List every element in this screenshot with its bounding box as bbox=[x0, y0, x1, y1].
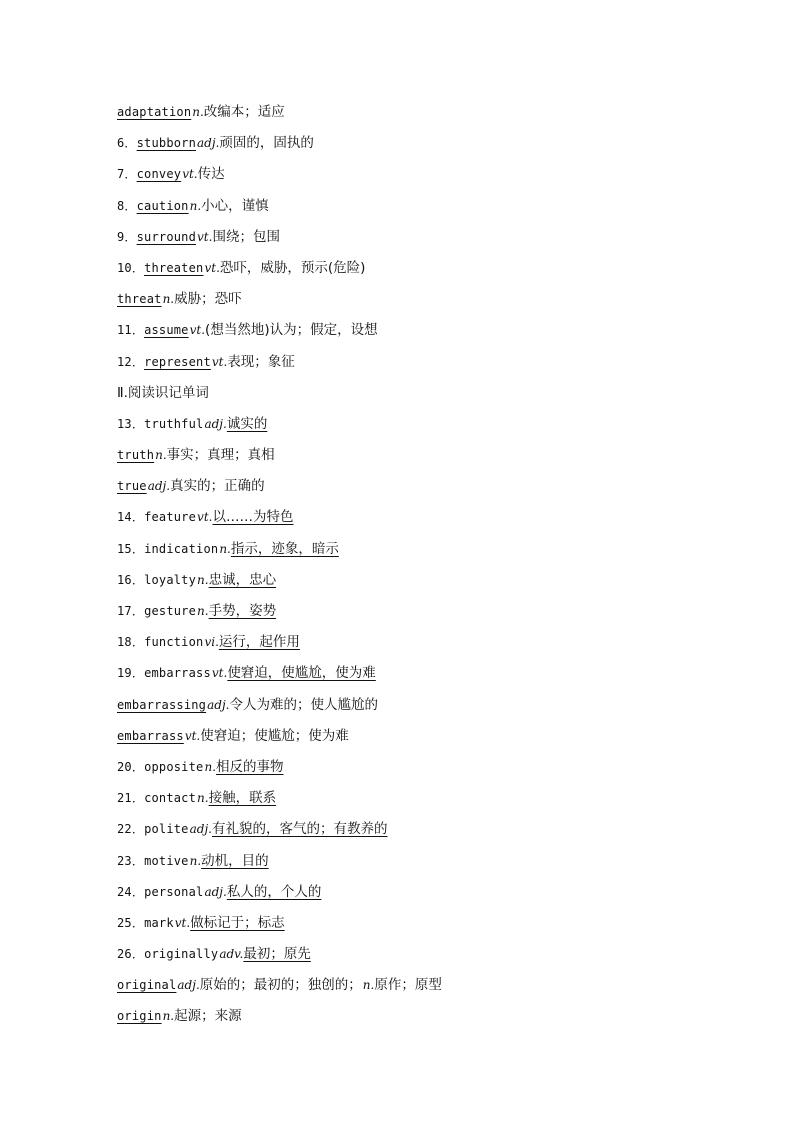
vocabulary-list bbox=[117, 102, 737, 1038]
entry-meaning: 事实；真理；真相 bbox=[166, 447, 275, 464]
entry-word: truthful bbox=[144, 416, 204, 431]
entry-part-of-speech: adj. bbox=[207, 697, 230, 712]
entry-meaning: 传达 bbox=[197, 166, 225, 183]
vocab-entry bbox=[117, 570, 737, 601]
entry-meaning: (想当然地)认为；假定，设想 bbox=[205, 322, 378, 339]
entry-word: embarrassing bbox=[117, 697, 207, 712]
entry-word: caution bbox=[136, 198, 189, 213]
vocab-entry bbox=[117, 414, 737, 445]
entry-number: 21． bbox=[117, 791, 145, 806]
entry-word: contact bbox=[144, 791, 197, 806]
vocab-entry bbox=[117, 975, 737, 1006]
entry-word: assume bbox=[144, 323, 189, 338]
vocab-entry bbox=[117, 757, 737, 788]
section-heading-text: Ⅱ.阅读识记单词 bbox=[117, 384, 209, 401]
entry-number: 17． bbox=[117, 604, 145, 618]
entry-number: 23． bbox=[117, 853, 145, 868]
entry-meaning: 起源；来源 bbox=[174, 1008, 242, 1025]
entry-number: 16． bbox=[117, 572, 145, 587]
entry-word: true bbox=[117, 479, 147, 494]
vocab-entry bbox=[117, 788, 737, 819]
entry-word: personal bbox=[144, 884, 204, 899]
entry-number: 15． bbox=[117, 541, 145, 556]
entry-part-of-speech: n. bbox=[189, 853, 202, 868]
entry-word: surround bbox=[136, 229, 197, 244]
vocab-entry bbox=[117, 944, 737, 975]
entry-word: originally bbox=[144, 947, 219, 962]
entry-part-of-speech: n. bbox=[197, 791, 209, 806]
entry-word: original bbox=[117, 978, 177, 993]
entry-part-of-speech: adj. bbox=[197, 136, 220, 151]
vocab-entry bbox=[117, 882, 737, 913]
entry-number: 13． bbox=[117, 416, 145, 431]
entry-number: 20． bbox=[117, 759, 145, 774]
entry-meaning: 诚实的 bbox=[226, 415, 268, 432]
vocab-entry bbox=[117, 851, 737, 882]
entry-word: indication bbox=[144, 541, 219, 556]
entry-part-of-speech: vt. bbox=[182, 167, 198, 182]
vocab-entry bbox=[117, 913, 737, 944]
vocab-entry bbox=[117, 258, 737, 289]
entry-meaning: 威胁；恐吓 bbox=[174, 291, 242, 308]
vocab-entry bbox=[117, 227, 737, 258]
vocab-entry bbox=[117, 476, 737, 507]
entry-meaning: 小心，谨慎 bbox=[201, 197, 269, 214]
entry-part-of-speech: adj. bbox=[189, 822, 212, 837]
entry-meaning: 真实的；正确的 bbox=[170, 478, 265, 495]
entry-part-of-speech: vt. bbox=[211, 666, 228, 681]
vocab-entry bbox=[117, 601, 737, 632]
entry-number: 12． bbox=[117, 354, 145, 369]
entry-meaning: 动机，目的 bbox=[201, 852, 269, 869]
entry-word: stubborn bbox=[136, 136, 197, 151]
entry-number: 7． bbox=[117, 167, 137, 182]
entry-word: adaptation bbox=[117, 105, 192, 119]
entry-part-of-speech: n. bbox=[189, 198, 202, 213]
entry-number: 24． bbox=[117, 884, 145, 899]
vocab-entry bbox=[117, 320, 737, 351]
entry-meaning: 有礼貌的，客气的；有教养的 bbox=[212, 821, 388, 838]
entry-word: gesture bbox=[144, 604, 197, 618]
entry-meaning: 原始的；最初的；独创的； bbox=[199, 977, 362, 994]
entry-part-of-speech: adj. bbox=[147, 479, 171, 494]
entry-meaning: 使窘迫；使尴尬；使为难 bbox=[200, 727, 349, 744]
vocab-entry bbox=[117, 539, 737, 570]
entry-word: embarrass bbox=[144, 666, 211, 681]
entry-meaning: 表现；象征 bbox=[227, 353, 295, 370]
entry-meaning: 改编本；适应 bbox=[203, 104, 285, 120]
entry-meaning: 以……为特色 bbox=[212, 509, 294, 526]
entry-meaning-2: 原作；原型 bbox=[374, 977, 442, 994]
entry-word: feature bbox=[144, 510, 197, 525]
entry-part-of-speech: n. bbox=[197, 604, 209, 618]
entry-meaning: 顽固的，固执的 bbox=[219, 135, 314, 152]
entry-meaning: 围绕；包围 bbox=[212, 228, 280, 245]
entry-meaning: 恐吓，威胁，预示(危险) bbox=[219, 259, 366, 276]
entry-word: function bbox=[144, 635, 204, 650]
entry-word: embarrass bbox=[117, 728, 184, 743]
entry-word: truth bbox=[117, 448, 155, 463]
entry-meaning: 私人的，个人的 bbox=[226, 883, 322, 900]
entry-number: 22． bbox=[117, 822, 145, 837]
entry-part-of-speech: vt. bbox=[204, 260, 220, 275]
entry-part-of-speech: n. bbox=[192, 105, 204, 119]
entry-part-of-speech: adj. bbox=[204, 416, 227, 431]
entry-number: 18． bbox=[117, 635, 145, 650]
entry-number: 25． bbox=[117, 915, 145, 930]
vocab-entry bbox=[117, 352, 737, 383]
entry-meaning: 相反的事物 bbox=[216, 758, 284, 775]
entry-number: 11． bbox=[117, 323, 145, 338]
entry-part-of-speech: n. bbox=[204, 759, 217, 774]
entry-meaning: 忠诚，忠心 bbox=[208, 571, 277, 588]
entry-part-of-speech: vt. bbox=[174, 915, 191, 930]
section-heading bbox=[117, 383, 737, 414]
vocab-entry bbox=[117, 663, 737, 694]
entry-word: threat bbox=[117, 292, 162, 307]
vocab-entry bbox=[117, 133, 737, 164]
entry-word: opposite bbox=[144, 759, 204, 774]
entry-word: origin bbox=[117, 1009, 162, 1024]
vocab-entry bbox=[117, 102, 737, 133]
vocab-entry bbox=[117, 164, 737, 195]
entry-part-of-speech: vt. bbox=[197, 510, 213, 525]
entry-part-of-speech: n. bbox=[162, 292, 175, 307]
vocab-entry bbox=[117, 289, 737, 320]
vocab-entry bbox=[117, 819, 737, 850]
entry-meaning: 做标记于；标志 bbox=[190, 914, 285, 931]
entry-part-of-speech: adj. bbox=[177, 978, 200, 993]
entry-number: 19． bbox=[117, 666, 145, 681]
entry-meaning: 接触，联系 bbox=[208, 790, 277, 807]
entry-word: convey bbox=[136, 167, 182, 182]
entry-meaning: 手势，姿势 bbox=[208, 603, 277, 619]
entry-number: 9． bbox=[117, 229, 137, 244]
entry-part-of-speech: adj. bbox=[204, 884, 227, 899]
entry-meaning: 运行，起作用 bbox=[218, 634, 300, 651]
entry-meaning: 指示，迹象，暗示 bbox=[230, 540, 339, 557]
entry-part-of-speech: vt. bbox=[211, 354, 228, 369]
entry-part-of-speech: vt. bbox=[189, 323, 206, 338]
entry-part-of-speech: n. bbox=[197, 572, 209, 587]
entry-word: threaten bbox=[144, 260, 204, 275]
vocab-entry bbox=[117, 632, 737, 663]
entry-meaning: 使窘迫，使尴尬，使为难 bbox=[227, 665, 376, 682]
entry-word: represent bbox=[144, 354, 211, 369]
entry-meaning: 最初；原先 bbox=[243, 946, 311, 963]
entry-word: polite bbox=[144, 822, 189, 837]
entry-part-of-speech: n. bbox=[162, 1009, 175, 1024]
vocab-entry bbox=[117, 507, 737, 538]
entry-part-of-speech: vi. bbox=[204, 635, 219, 650]
entry-word: loyalty bbox=[144, 572, 197, 587]
entry-part-of-speech: adv. bbox=[219, 947, 244, 962]
entry-number: 6． bbox=[117, 136, 137, 151]
entry-number: 10． bbox=[117, 260, 145, 275]
vocab-entry bbox=[117, 695, 737, 726]
entry-number: 26． bbox=[117, 947, 145, 962]
entry-meaning: 令人为难的；使人尴尬的 bbox=[229, 696, 378, 713]
entry-part-of-speech-2: n. bbox=[362, 978, 375, 993]
vocab-entry bbox=[117, 445, 737, 476]
entry-part-of-speech: n. bbox=[155, 448, 167, 463]
entry-part-of-speech: n. bbox=[219, 541, 231, 556]
entry-part-of-speech: vt. bbox=[184, 728, 201, 743]
vocab-entry bbox=[117, 726, 737, 757]
vocab-entry bbox=[117, 1006, 737, 1037]
entry-word: mark bbox=[144, 915, 174, 930]
entry-word: motive bbox=[144, 853, 189, 868]
entry-number: 8． bbox=[117, 198, 137, 213]
vocab-entry bbox=[117, 196, 737, 227]
entry-part-of-speech: vt. bbox=[197, 229, 213, 244]
entry-number: 14． bbox=[117, 510, 145, 525]
